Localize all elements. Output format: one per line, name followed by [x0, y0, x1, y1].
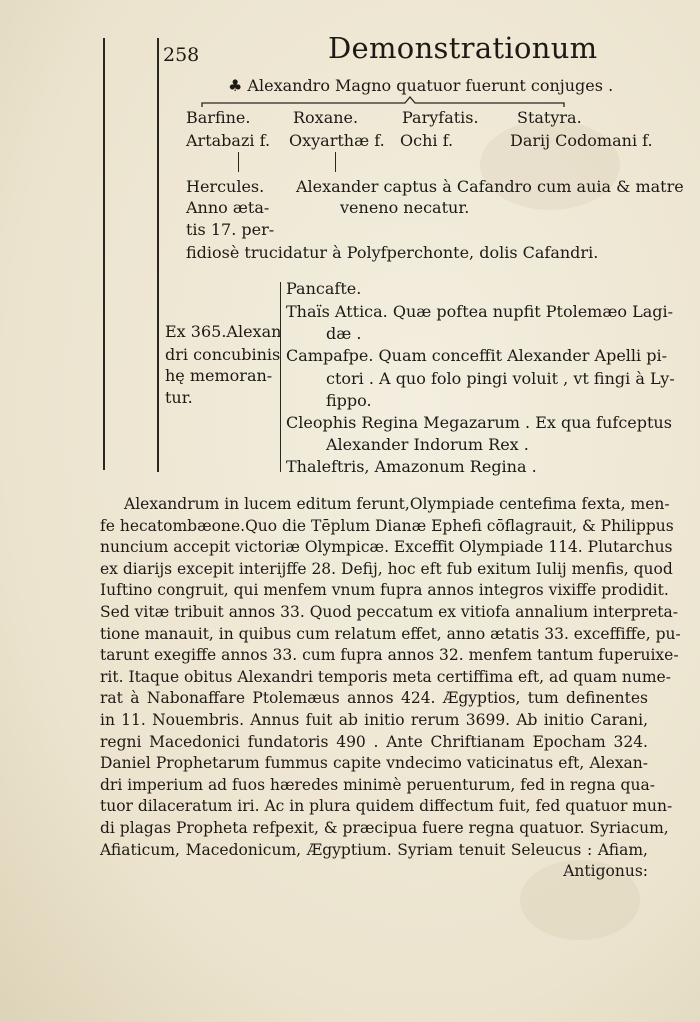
wife-father-4: Darij Codomani f. — [510, 131, 653, 150]
paragraph-line-last: Antigonus: — [563, 862, 648, 881]
wife-name-3: Paryfatis. — [402, 108, 479, 127]
paragraph-line: di plagas Propheta refpexit, & præcipua fuere regna quatuor. Syriacum, — [100, 818, 669, 837]
wife-name-4: Statyra. — [517, 108, 582, 127]
paragraph-line: in 11. Nouembris. Annus fuit ab initio rerum 3699. Ab initio Carani, — [100, 710, 648, 729]
body-paragraph — [100, 494, 681, 883]
concubine-entry: Pancafte. — [286, 279, 362, 298]
paragraph-line: tarunt exegiffe annos 33. cum fupra annos 32. menfem tantum fuperuixe- — [100, 646, 679, 665]
concubine-entry: Cleophis Regina Megazarum . Ex qua fufceptus — [286, 413, 672, 432]
paragraph-line: fe hecatombæone.Quo die Tēplum Dianæ Ephefi cōflagrauit, & Philippus — [100, 516, 674, 535]
descent-line-1 — [238, 152, 239, 172]
concubine-entry: dæ . — [326, 324, 362, 343]
son-alexander-line2: veneno necatur. — [340, 198, 470, 217]
son-hercules-line2: Anno æta- — [186, 198, 270, 217]
paragraph-line: Daniel Prophetarum fummus capite vndecimo vaticinatus eft, Alexan- — [100, 754, 648, 773]
hercules-death: fidiosè trucidatur à Polyfperchonte, dolis Cafandri. — [186, 243, 599, 262]
descent-line-2 — [335, 152, 336, 172]
son-hercules-line3: tis 17. per- — [186, 220, 275, 239]
paragraph-line: Afiaticum, Macedonicum, Ægyptium. Syriam tenuit Seleucus : Afiam, — [100, 840, 648, 859]
concubine-entry: Thaïs Attica. Quæ poftea nupfit Ptolemæo Lagi- — [286, 302, 674, 321]
margin-rule-inner — [157, 38, 159, 472]
concubines-bracket — [280, 282, 281, 472]
wives-brace — [200, 95, 570, 109]
paragraph-line: dri imperium ad fuos hæredes minimè peruenturum, fed in regna qua- — [100, 775, 655, 794]
son-hercules: Hercules. — [186, 177, 265, 196]
paragraph-line: tione manauit, in quibus cum relatum effet, anno ætatis 33. exceffiffe, pu- — [100, 624, 681, 643]
wife-father-1: Artabazi f. — [186, 131, 271, 150]
page-number: 258 — [163, 44, 200, 66]
genealogy-heading: ♣ Alexandro Magno quatuor fuerunt conjuges . — [228, 76, 614, 95]
concubine-entry: fippo. — [326, 391, 372, 410]
concubines-note-line3: hę memoran- — [165, 366, 273, 385]
margin-rule-outer — [103, 38, 105, 470]
wife-father-2: Oxyarthæ f. — [289, 131, 385, 150]
concubine-entry: ctori . A quo folo pingi voluit , vt fingi à Ly- — [326, 369, 675, 388]
paragraph-line: Sed vitæ tribuit annos 33. Quod peccatum ex vitiofa annalium interpreta- — [100, 602, 679, 621]
paragraph-line: rit. Itaque obitus Alexandri temporis meta certiffima eft, ad quam nume- — [100, 667, 671, 686]
paragraph-line: rat à Nabonaffare Ptolemæus annos 424. Ægyptios, tum definentes — [100, 689, 648, 708]
wife-name-2: Roxane. — [293, 108, 359, 127]
paragraph-line: nuncium accepit victoriæ Olympicæ. Exceffit Olympiade 114. Plutarchus — [100, 538, 673, 557]
concubine-entry: Thaleftris, Amazonum Regina . — [286, 457, 537, 476]
wife-father-3: Ochi f. — [400, 131, 454, 150]
concubine-entry: Alexander Indorum Rex . — [326, 435, 529, 454]
paragraph-line: tuor dilaceratum iri. Ac in plura quidem diffectum fuit, fed quatuor mun- — [100, 797, 673, 816]
concubines-note-line2: dri concubinis — [165, 345, 281, 364]
wife-name-1: Barfine. — [186, 108, 251, 127]
paragraph-line: Alexandrum in lucem editum ferunt,Olympiade centefima fexta, men- — [124, 495, 670, 513]
concubines-note-line4: tur. — [165, 388, 193, 407]
son-alexander: Alexander captus à Cafandro cum auia & matre — [296, 177, 684, 196]
running-title: Demonstrationum — [328, 31, 598, 65]
concubine-entry: Campafpe. Quam conceffit Alexander Apelli pi- — [286, 346, 668, 365]
paragraph-line: Iuftino congruit, qui menfem vnum fupra annos integros vixiffe prodidit. — [100, 581, 669, 600]
paragraph-line: regni Macedonici fundatoris 490 . Ante Chriftianam Epocham 324. — [100, 732, 648, 751]
concubines-note: Ex 365.Alexan — [165, 322, 282, 341]
paragraph-line: ex diarijs excepit interijffe 28. Defij, hoc eft fub exitum Iulij menfis, quod — [100, 559, 673, 578]
